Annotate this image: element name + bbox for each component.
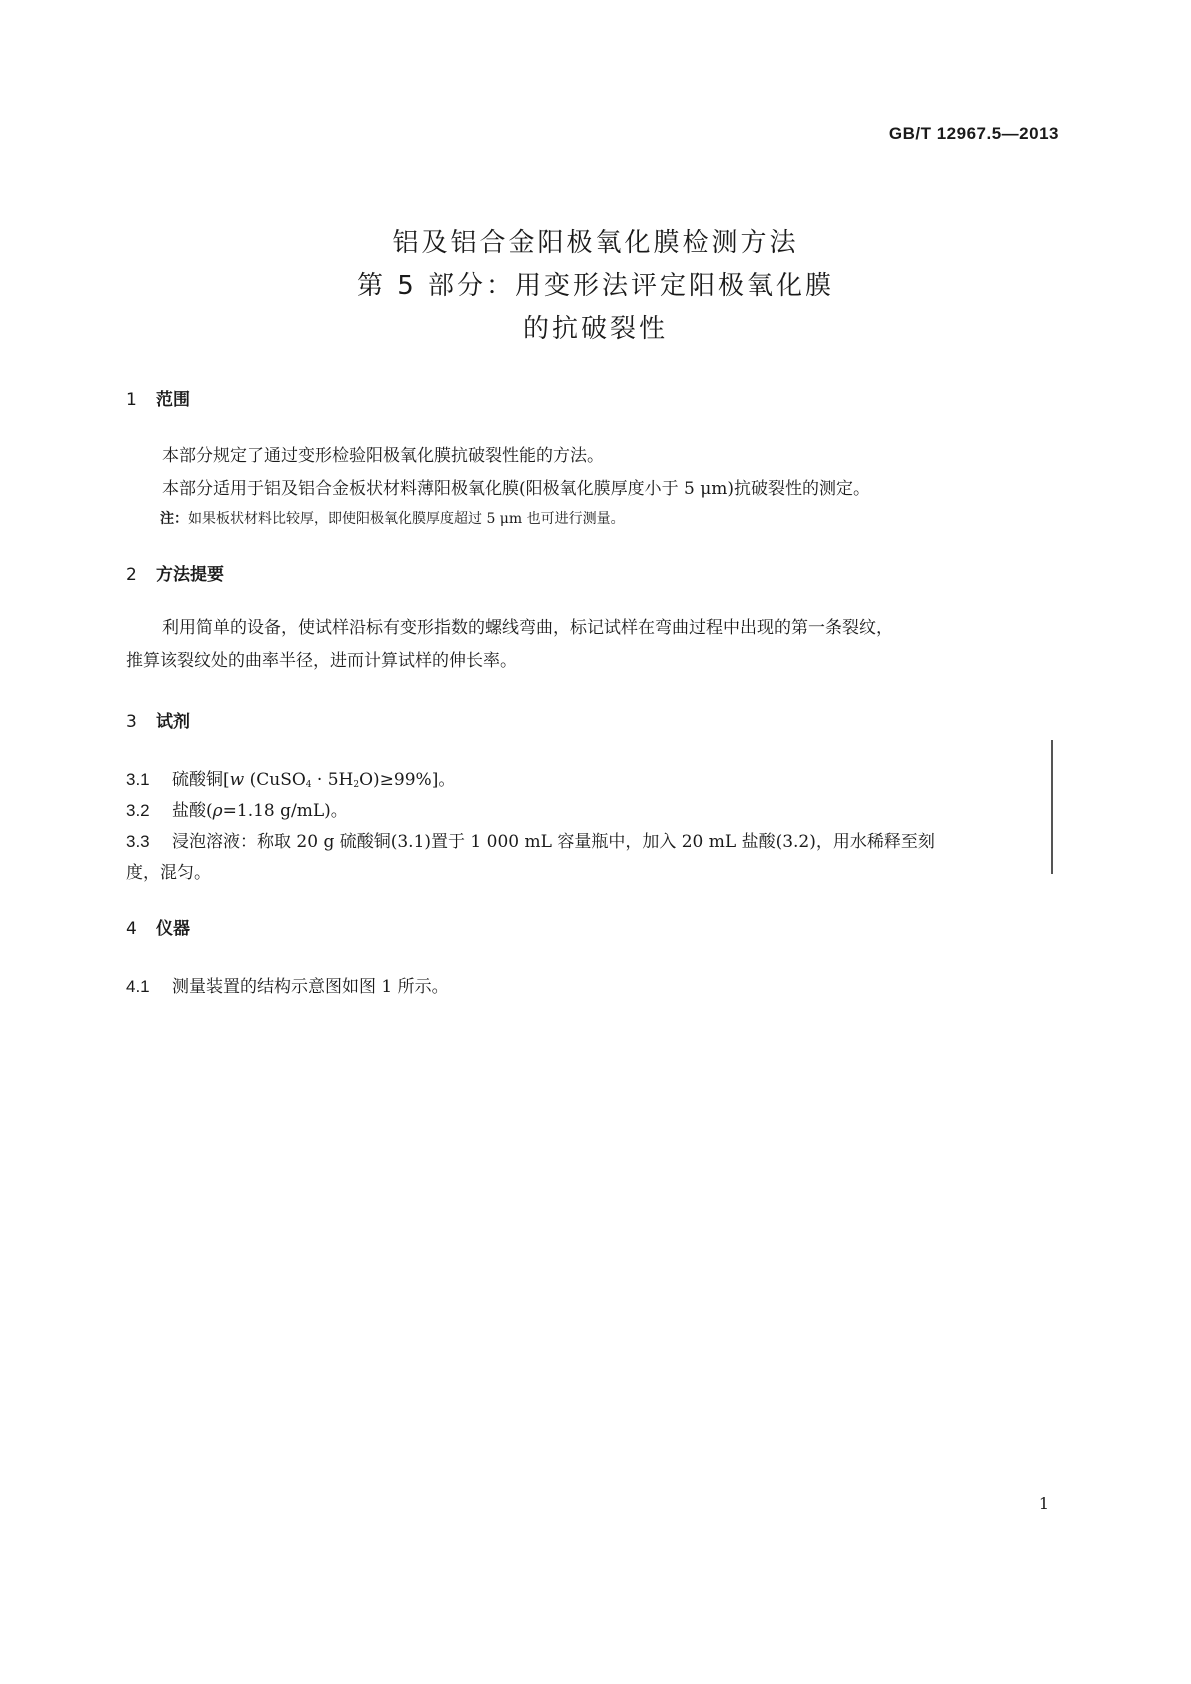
formula-part: (CuSO xyxy=(244,770,306,790)
clause-3-3 xyxy=(126,827,935,852)
scope-paragraph-1: 本部分规定了通过变形检验阳极氧化膜抗破裂性能的方法。 xyxy=(162,446,604,466)
section-number: 1 xyxy=(126,390,137,410)
document-title xyxy=(0,222,1191,351)
section-4-heading xyxy=(126,914,190,939)
scope-note xyxy=(160,508,625,528)
clause-text: 浸泡溶液：称取 20 g 硫酸铜(3.1)置于 1 000 mL 容量瓶中，加入 20 mL 盐酸(3.2)，用水稀释至刻 xyxy=(172,832,935,852)
title-line-3: 的抗破裂性 xyxy=(522,314,668,344)
revision-bar xyxy=(1051,740,1053,874)
note-text: 如果板状材料比较厚，即使阳极氧化膜厚度超过 5 μm 也可进行测量。 xyxy=(188,511,625,527)
clause-3-3-continued: 度，混匀。 xyxy=(126,863,211,883)
clause-number: 3.1 xyxy=(126,770,150,789)
scope-paragraph-2: 本部分适用于铝及铝合金板状材料薄阳极氧化膜(阳极氧化膜厚度小于 5 μm)抗破裂性的测定。 xyxy=(162,479,871,499)
density-symbol: ρ xyxy=(212,801,223,821)
summary-line-1: 利用简单的设备，使试样沿标有变形指数的螺线弯曲，标记试样在弯曲过程中出现的第一条裂纹， xyxy=(162,618,893,638)
clause-4-1 xyxy=(126,972,449,997)
clause-number: 3.3 xyxy=(126,832,150,851)
summary-line-2: 推算该裂纹处的曲率半径，进而计算试样的伸长率。 xyxy=(126,651,517,671)
section-1-heading xyxy=(126,385,190,410)
formula-part: O)≥99%]。 xyxy=(359,770,456,790)
section-2-heading xyxy=(126,560,224,585)
clause-text: 盐酸( xyxy=(172,801,213,821)
clause-text: 测量装置的结构示意图如图 1 所示。 xyxy=(172,977,449,997)
section-number: 3 xyxy=(126,712,137,732)
formula-part: · 5H xyxy=(311,770,354,790)
section-title: 仪器 xyxy=(156,919,190,939)
standard-code: GB/T 12967.5—2013 xyxy=(888,124,1059,143)
title-line-1: 铝及铝合金阳极氧化膜检测方法 xyxy=(392,228,799,258)
note-label: 注： xyxy=(160,511,188,527)
clause-3-1 xyxy=(126,765,455,790)
section-number: 4 xyxy=(126,919,137,939)
subscript: 2 xyxy=(353,780,360,790)
clause-number: 3.2 xyxy=(126,801,150,820)
clause-3-2 xyxy=(126,796,348,821)
section-number: 2 xyxy=(126,565,137,585)
section-title: 方法提要 xyxy=(156,565,224,585)
mass-fraction-symbol: w xyxy=(229,770,245,790)
clause-text: =1.18 g/mL)。 xyxy=(222,801,348,821)
section-title: 范围 xyxy=(156,390,190,410)
subscript: 4 xyxy=(305,780,312,790)
clause-number: 4.1 xyxy=(126,977,150,996)
clause-text: 硫酸铜[ xyxy=(172,770,230,790)
page-number: 1 xyxy=(1038,1494,1049,1513)
section-title: 试剂 xyxy=(156,712,190,732)
title-line-2: 第 5 部分：用变形法评定阳极氧化膜 xyxy=(356,271,835,301)
section-3-heading xyxy=(126,707,190,732)
